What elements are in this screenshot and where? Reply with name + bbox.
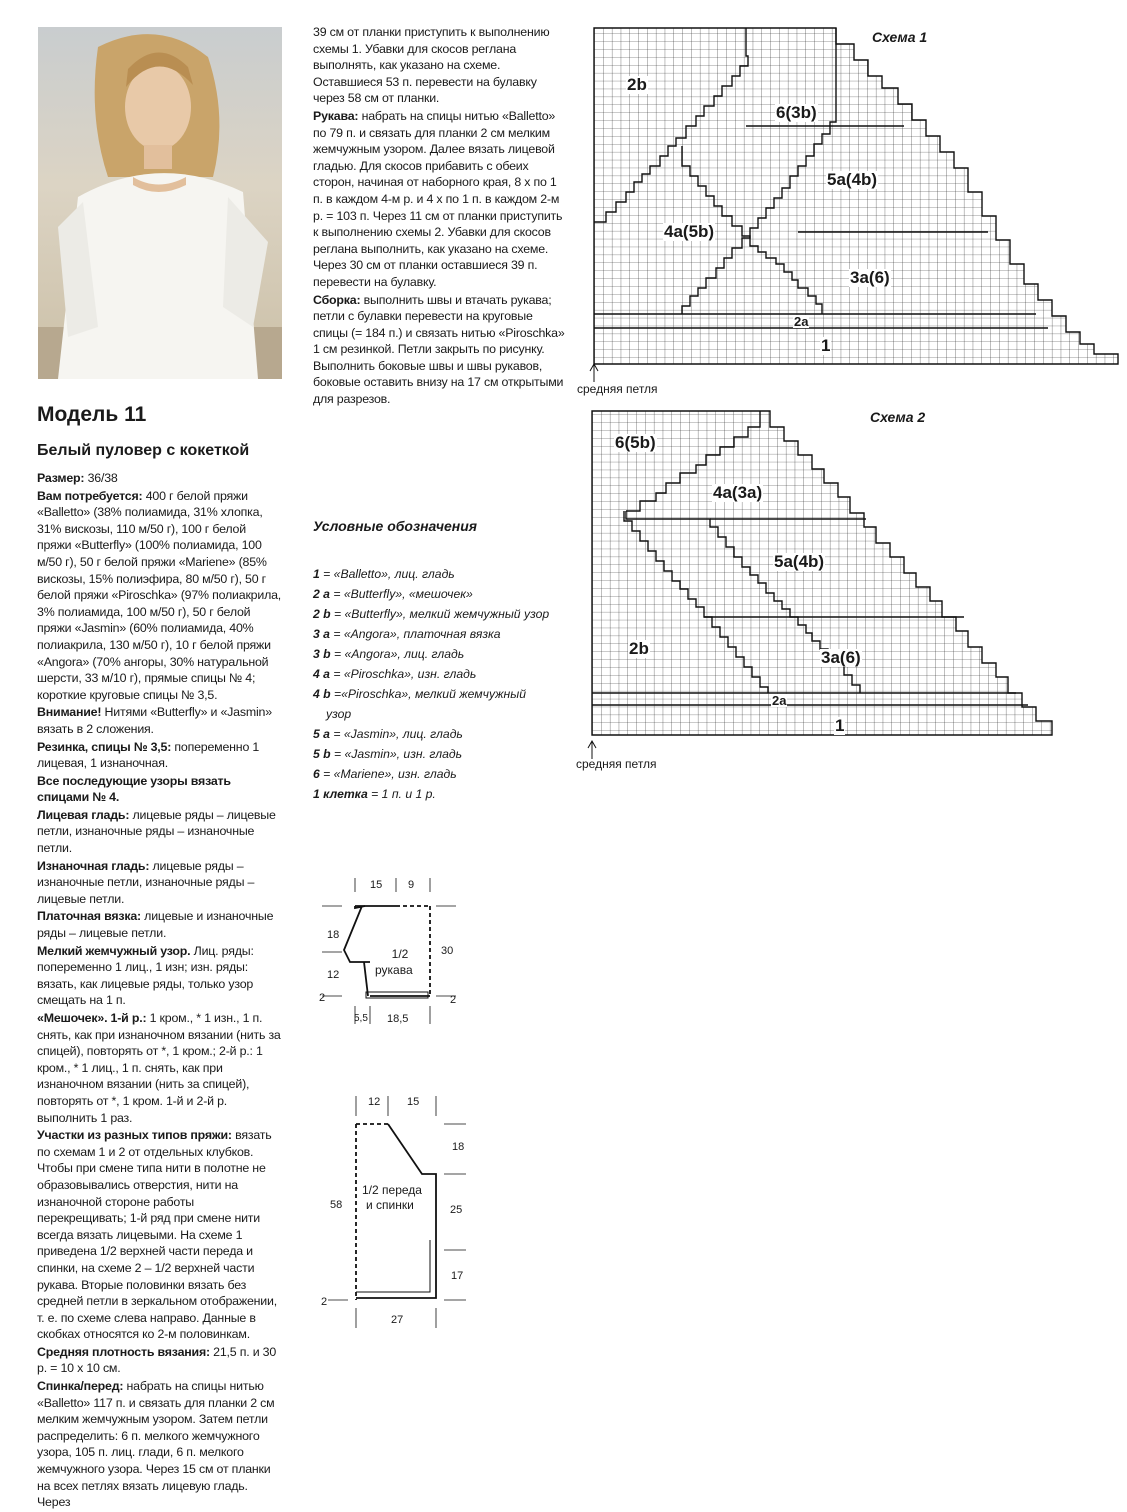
- legend-title: Условные обозначения: [313, 518, 478, 534]
- sleeve-pattern: [310, 868, 470, 1038]
- paragraph: 39 см от планки приступить к выполнению схемы 1. Убавки для скосов реглана выполнять, как указано на схеме. Оставшиеся 53 п. перевести на булавку через 58 см от планки.: [313, 25, 550, 106]
- body-label-line-1: 1/2 переда: [362, 1183, 422, 1197]
- paragraph: Участки из разных типов пряжи: вязать по схемам 1 и 2 от отдельных клубков. Чтобы при смене типа нити в полотне не образовывались отверстия, нити на изнаночной стороне работы перекрещивать; 1-й ряд при смене нити всегда вязать лицевыми. На схеме 1 приведена 1/2 верхней части переда и спинки, на схеме 2 – 1/2 верхней части рукава. Вторые половинки вязать без средней петли в зеркальном отображении, т. е. по схеме слева направо. Данные в скобках относятся ко 2-м половинкам.: [37, 1128, 277, 1342]
- sleeve-dim-right: 30: [441, 945, 454, 957]
- scheme-2: [576, 407, 1124, 777]
- scheme-1-label: 2b: [627, 75, 647, 94]
- paragraph: Размер: 36/38: [37, 471, 118, 485]
- paragraph: Резинка, спицы № 3,5: попеременно 1 лицевая, 1 изнаночная.: [37, 739, 260, 771]
- paragraph: Мелкий жемчужный узор. Лиц. ряды: попеременно 1 лиц., 1 изн; изн. ряды: вязать, как лицевые ряды, только узор смещать на 1 п.: [37, 943, 254, 1008]
- model-photo: [38, 27, 282, 379]
- model-photo-illustration: [38, 27, 282, 379]
- sleeve-dim-br: 2: [450, 994, 457, 1006]
- model-title: Модель 11: [37, 403, 147, 426]
- sleeve-dim-left-upper: 18: [327, 929, 340, 941]
- scheme-1-label: 3a(6): [850, 268, 890, 287]
- model-subtitle: Белый пуловер с кокеткой: [37, 442, 250, 459]
- sleeve-dim-bl: 2: [319, 992, 326, 1004]
- legend-item: 5 a = «Jasmin», лиц. гладь: [313, 727, 463, 741]
- scheme-2-title: Схема 2: [870, 409, 926, 425]
- body-dim-right-bottom: 17: [451, 1270, 464, 1282]
- scheme-1-label: 1: [821, 336, 831, 355]
- legend-item: 4 b =«Piroschka», мелкий жемчужный: [313, 687, 527, 701]
- scheme-2-label: 3a(6): [821, 648, 861, 667]
- paragraph: Сборка: выполнить швы и втачать рукава; петли с булавки перевести на круговые спицы (= 184 п.) и связать нитью «Piroschka» 1 см резинкой. Петли закрыть по рисунку. Выполнить боковые швы и швы рукавов, боковые оставить внизу на 17 см открытыми для разрезов.: [313, 292, 565, 407]
- paragraph: Внимание! Нитями «Butterfly» и «Jasmin» вязать в 2 сложения.: [37, 705, 272, 736]
- legend-item: 1 клетка = 1 п. и 1 р.: [313, 787, 436, 801]
- paragraph: Изнаночная гладь: лицевые ряды – изнаночные петли, изнаночные ряды – лицевые петли.: [37, 858, 255, 906]
- paragraph: Все последующие узоры вязать спицами № 4.: [37, 773, 231, 805]
- body-dim-top-right: 15: [407, 1096, 420, 1108]
- scheme-1-label: 2a: [794, 314, 809, 329]
- scheme-1-label: 4a(5b): [664, 222, 715, 241]
- scheme-2-grid: [584, 407, 1124, 777]
- sleeve-dim-top-left: 15: [370, 879, 383, 891]
- legend-item: 6 = «Mariene», изн. гладь: [313, 767, 457, 781]
- legend-item: 2 b = «Butterfly», мелкий жемчужный узор: [313, 607, 550, 621]
- scheme-1-title: Схема 1: [872, 29, 928, 45]
- body-dim-bl: 2: [321, 1296, 328, 1308]
- sleeve-dim-left-lower: 12: [327, 969, 340, 981]
- scheme-2-label: 2a: [772, 693, 787, 708]
- scheme-2-label: 6(5b): [615, 433, 656, 452]
- scheme-1-grid: [586, 26, 1126, 396]
- body-dim-left: 58: [330, 1199, 343, 1211]
- instructions-column-2: [313, 24, 565, 409]
- instructions-column-1: [37, 470, 283, 1512]
- legend-item: 5 b = «Jasmin», изн. гладь: [313, 747, 463, 761]
- scheme-1-label: 5a(4b): [827, 170, 878, 189]
- body-dim-right-mid: 25: [450, 1204, 463, 1216]
- body-dim-right-top: 18: [452, 1141, 465, 1153]
- paragraph: Средняя плотность вязания: 21,5 п. и 30 р. = 10 х 10 см.: [37, 1344, 277, 1376]
- paragraph: Платочная вязка: лицевые и изнаночные ряды – лицевые петли.: [37, 909, 274, 941]
- sleeve-dim-top-right: 9: [408, 879, 415, 891]
- legend-list: [313, 564, 573, 804]
- sleeve-dim-bottom: 18,5: [387, 1013, 409, 1025]
- body-label-line-2: и спинки: [366, 1198, 414, 1212]
- scheme-2-label: 1: [835, 716, 845, 735]
- scheme-2-middle-loop-label: средняя петля: [576, 757, 657, 771]
- paragraph: «Мешочек». 1-й р.: 1 кром., * 1 изн., 1 п. снять, как при изнаночном вязании (нить за спицей), повторять от *, 1 кром.; 2-й р.: 1 кром., * 1 лиц., 1 п. снять, как при изнаночном вязании (нить за спицей), повторять от *, 1 кром. 1-й и 2-й р. выполнить 1 раз.: [37, 1011, 281, 1125]
- scheme-1-middle-loop-label: средняя петля: [577, 382, 658, 396]
- legend: [313, 516, 573, 804]
- sleeve-label-name: рукава: [375, 963, 413, 977]
- sleeve-label-fraction: 1/2: [391, 947, 409, 961]
- scheme-2-label: 4a(3a): [713, 483, 763, 502]
- scheme-1-label: 6(3b): [776, 103, 817, 122]
- scheme-1: [577, 26, 1126, 396]
- legend-item: 1 = «Balletto», лиц. гладь: [313, 567, 455, 581]
- body-pattern: [314, 1090, 474, 1330]
- paragraph: Лицевая гладь: лицевые ряды – лицевые петли, изнаночные ряды – изнаночные петли.: [37, 807, 276, 856]
- scheme-2-label: 2b: [629, 639, 649, 658]
- legend-item: 4 a = «Piroschka», изн. гладь: [313, 667, 477, 681]
- legend-item: 2 a = «Butterfly», «мешочек»: [313, 587, 473, 601]
- legend-item: 3 b = «Angora», лиц. гладь: [313, 647, 465, 661]
- body-dim-top-left: 12: [368, 1096, 381, 1108]
- sleeve-dim-bottom-left: 5,5: [354, 1013, 368, 1024]
- paragraph: Спинка/перед: набрать на спицы нитью «Balletto» 117 п. и связать для планки 2 см мелким жемчужным узором. Затем петли распределить: 6 п. мелкого жемчужного узора, 105 п. лиц. глади, 6 п. мелкого жемчужного узора. Через 15 см от планки на всех петлях вязать лицевую гладь. Через: [37, 1379, 275, 1510]
- legend-item: узор: [326, 707, 352, 721]
- body-dim-bottom: 27: [391, 1314, 404, 1326]
- paragraph: Рукава: набрать на спицы нитью «Balletto» по 79 п. и связать для планки 2 см мелким жемчужным узором. Далее вязать лицевой гладью. Для скосов прибавить с обеих сторон, начиная от наборного края, 8 х по 1 п. в каждом 4-м р. и 4 х по 1 п. в каждом 2-м р. = 103 п. Через 11 см от планки приступить к выполнению схемы 2. Убавки для скосов реглана выполнить, как указано на схеме. Через 30 см от планки оставшиеся 39 п. перевести на булавку.: [313, 108, 563, 289]
- scheme-2-label: 5a(4b): [774, 552, 825, 571]
- paragraph: Вам потребуется: 400 г белой пряжи «Balletto» (38% полиамида, 31% хлопка, 31% вискозы, 110 м/50 г), 100 г белой пряжи «Butterfly» (100% полиамида, 100 м/50 г), 50 г белой пряжи «Mariene» (85% вискозы, 15% полиэфира, 80 м/50 г), 50 г белой пряжи «Piroschka» (97% полиакрила, 3% полиамида, 100 м/50 г), 50 г белой пряжи «Jasmin» (60% полиамида, 40% полиакрила, 130 м/50 г), 10 г белой пряжи «Angora» (70% ангоры, 30% натуральной шерсти, 33 м/10 г), прямые спицы № 4; короткие круговые спицы № 3,5.: [37, 488, 282, 702]
- legend-item: 3 a = «Angora», платочная вязка: [313, 627, 501, 641]
